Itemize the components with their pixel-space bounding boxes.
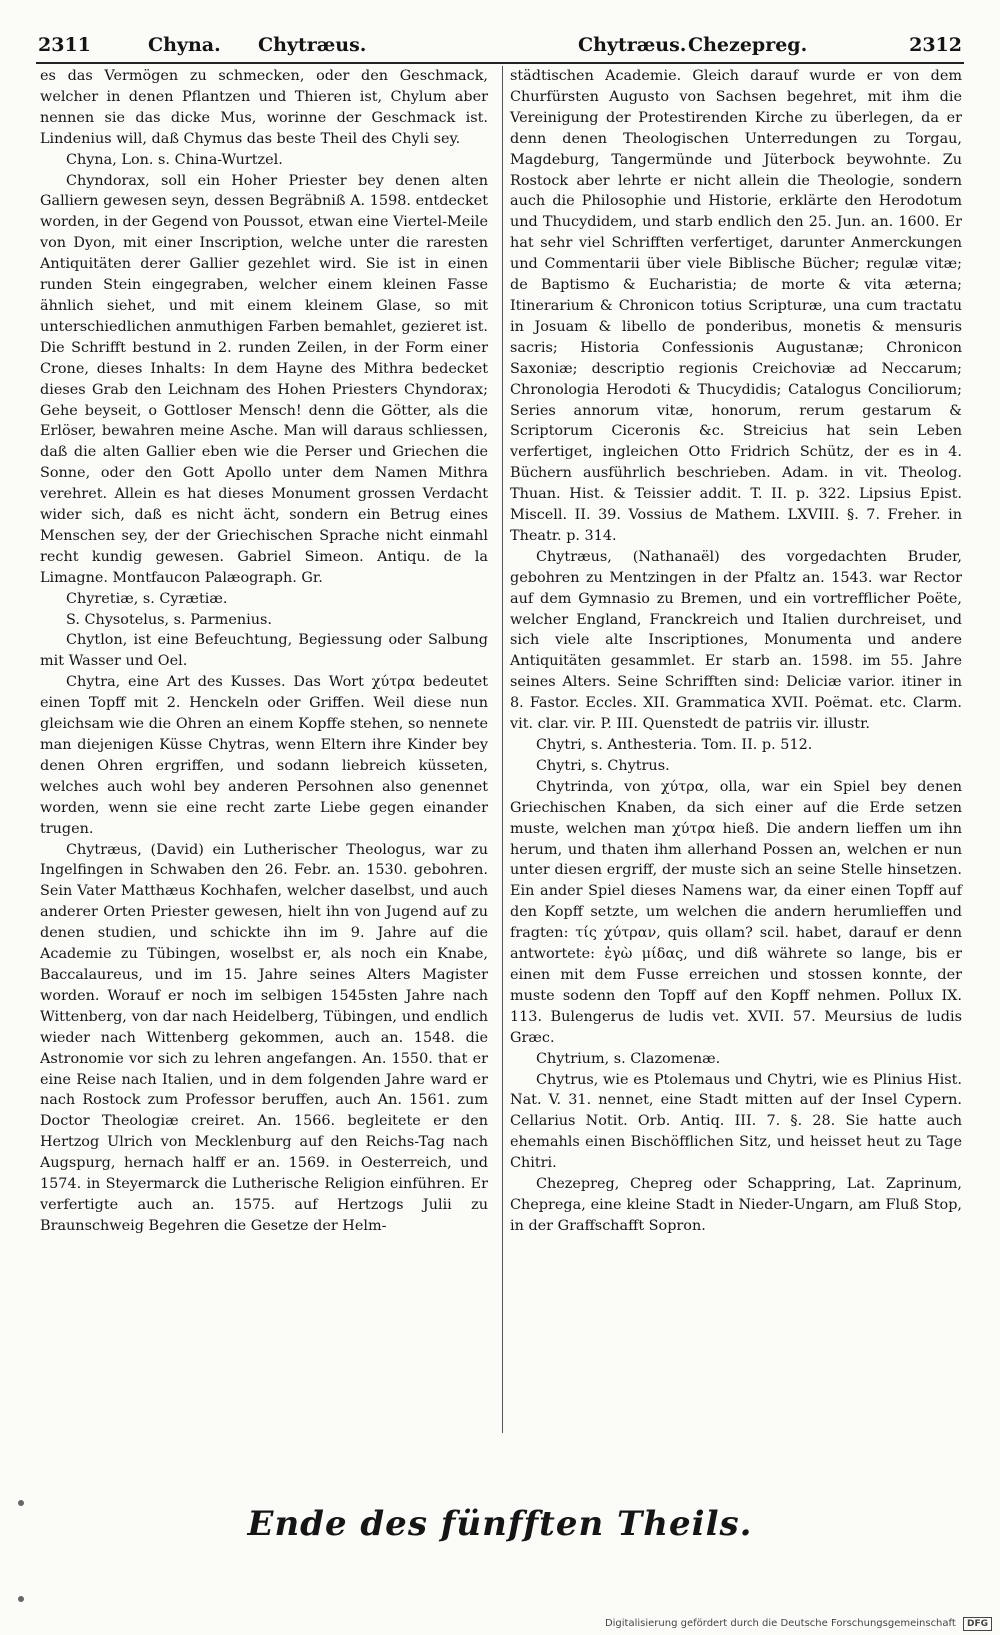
left-keyword-2: Chytræus. <box>258 34 367 56</box>
page-header <box>38 34 962 60</box>
column-divider <box>502 66 503 1433</box>
left-page-number: 2311 <box>38 34 91 56</box>
digitization-text: Digitalisierung gefördert durch die Deutsche Forschungsgemeinschaft <box>604 1618 956 1629</box>
binding-hole-mark <box>18 1500 24 1506</box>
left-column <box>40 66 488 1237</box>
entry-chyndorax: Chyndorax, soll ein Hoher Priester bey denen alten Galliern gewesen seyn, dessen Begräbniß A. 1598. entdecket worden, in der Gegend von Poussot, etwan eine Viertel-Meile von Dyon, mit einer Inscription, welche unter die raresten Antiquitäten derer Gallier gezehlet wird. Sie ist in einen runden Stein eingegraben, welcher einem kleinen Fasse ähnlich siehet, und mit einem kleinem Glase, so mit unterschiedlichen anmuthigen Farben bemahlet, gezieret ist. Die Schrifft bestund in 2. runden Zeilen, in der Form einer Crone, dieses Inhalts: In dem Hayne des Mithra bedecket dieses Grab den Leichnam des Hohen Priesters Chyndorax; Gehe beyseit, o Gottloser Mensch! denn die Götter, als die Erlöser, bewahren meine Asche. Man will daraus schliessen, daß die alten Gallier eben wie die Perser und Griechen die Sonne, oder den Gott Apollo unter dem Namen Mithra verehret. Allein es hat dieses Monument grossen Verdacht wider sich, daß es nicht ächt, sondern ein Betrug eines Menschen sey, der der Griechischen Sprache nicht einmahl recht kundig gewesen. Gabriel Simeon. Antiqu. de la Limagne. Montfaucon Palæograph. Gr. <box>40 172 488 586</box>
entry-chyna: Chyna, Lon. s. China-Wurtzel. <box>66 151 283 168</box>
right-page-number: 2312 <box>909 34 962 56</box>
entry-chezepreg: Chezepreg, Chepreg oder Schappring, Lat. Zaprinum, Cheprega, eine kleine Stadt in Nieder-Ungarn, am Fluß Stop, in der Graffschafft Sopron. <box>510 1176 962 1234</box>
entry-chytrium: Chytrium, s. Clazomenæ. <box>536 1050 721 1067</box>
entry-chymus-continued: es das Vermögen zu schmecken, oder den Geschmack, welcher in denen Pflantzen und Thieren ist, Chylum aber nennen sie das dicke Mus, worinne der Geschmack ist. Lindenius will, daß Chymus das beste Theil des Chyli sey. <box>40 68 488 147</box>
dfg-logo: DFG <box>963 1617 992 1631</box>
entry-chysotelus: S. Chysotelus, s. Parmenius. <box>66 611 272 628</box>
entry-chytraeus-david-continued: städtischen Academie. Gleich darauf wurde er von dem Churfürsten Augusto von Sachsen begehret, mit ihm die Vereinigung der Protestirenden Kirche zu überlegen, da er denn denen Theologischen Unterredungen zu Torgau, Magdeburg, Tangermünde und Jüterbock beywohnte. Zu Rostock aber lehrte er nicht allein die Theologie, sondern auch die Philosophie und Historie, erklärte den Herodotum und Thucydidem, und starb endlich den 25. Jun. an. 1600. Er hat sehr viel Schrifften verfertiget, darunter Anmerckungen und Commentarii über viele Biblische Bücher; regulæ vitæ; de Baptismo & Eucharistia; de morte & vita æterna; Itinerarium & Chronicon totius Scripturæ, una cum tractatu in Josuam & libello de ponderibus, monetis & mensuris sacris; Historia Confessionis Augustanæ; Chronicon Saxoniæ; descriptio regionis Creichoviæ ad Neccarum; Chronologia Herodoti & Thucydidis; Catalogus Conciliorum; Series annorum vitæ, honorum, rerum gestarum & Scriptorum Ciceronis &c. Streicius hat sein Leben verfertiget, ingleichen Otto Fridrich Schütz, der es in 4. Büchern ausführlich beschrieben. Adam. in vit. Theolog. Thuan. Hist. & Teissier addit. T. II. p. 322. Lipsius Epist. Miscell. II. 39. Vossius de Mathem. LXVIII. §. 7. Freher. in Theatr. p. 314. <box>510 68 962 544</box>
digitization-notice <box>605 1617 992 1631</box>
entry-chyretiae: Chyretiæ, s. Cyrætiæ. <box>66 590 228 607</box>
header-rule <box>36 62 964 64</box>
right-keyword-2: Chezepreg. <box>688 34 808 56</box>
entry-chytlon: Chytlon, ist eine Befeuchtung, Begiessung oder Salbung mit Wasser und Oel. <box>40 632 488 670</box>
entry-chytraeus-david: Chytræus, (David) ein Lutherischer Theologus, war zu Ingelfingen in Schwaben den 26. Febr. an. 1530. gebohren. Sein Vater Matthæus Kochhafen, welcher daselbst, und auch anderer Orten Priester gewesen, hielt ihn von Jugend auf zu denen studien, und schickte ihn im 9. Jahre auf die Academie zu Tübingen, woselbst er, als noch ein Knabe, Baccalaureus, und im 15. Jahre seines Alters Magister worden. Worauf er noch im selbigen 1545sten Jahre nach Wittenberg, von dar nach Heidelberg, Tübingen, und endlich wieder nach Wittenberg gekommen, auch an. 1548. die Astronomie vor sich zu lehren angefangen. An. 1550. that er eine Reise nach Italien, und in dem folgenden Jahre ward er nach Rostock zum Professor beruffen, auch An. 1561. zum Doctor Theologiæ creiret. An. 1566. begleitete er den Hertzog Ulrich von Mecklenburg auf den Reichs-Tag nach Augspurg, hernach halff er an. 1569. in Oesterreich, und 1574. in Steyermarck die Lutherische Religion einführen. Er verfertigte auch an. 1575. auf Hertzogs Julii zu Braunschweig Begehren die Gesetze der Helm- <box>40 841 488 1234</box>
entry-chytri-anthesteria: Chytri, s. Anthesteria. Tom. II. p. 512. <box>536 737 813 753</box>
left-keyword-1: Chyna. <box>148 34 221 56</box>
binding-hole-mark <box>18 1596 24 1602</box>
entry-chytrus: Chytrus, wie es Ptolemaus und Chytri, wie es Plinius Hist. Nat. V. 31. nennet, eine Stadt mitten auf der Insel Cypern. Cellarius Notit. Orb. Antiq. III. 7. §. 28. Sie hatte auch ehemahls einen Bischöfflichen Sitz, und heisset heut zu Tage Chitri. <box>510 1071 962 1172</box>
entry-chytraeus-nathanael: Chytræus, (Nathanaël) des vorgedachten Bruder, gebohren zu Mentzingen in der Pfaltz an. 1543. war Rector auf dem Gymnasio zu Bremen, und ein vortrefflicher Poëte, welcher England, Franckreich und Italien durchreiset, und sich viele alte Inscriptiones, Monumenta und andere Antiquitäten gesammlet. Er starb an. 1598. im 55. Jahre seines Alters. Seine Schrifften sind: Deliciæ varior. itiner in 8. Fastor. Eccles. XII. Grammatica XVII. Poëmat. etc. Clarm. vit. clar. vir. P. III. Quenstedt de patriis vir. illustr. <box>510 548 962 733</box>
entry-chytra: Chytra, eine Art des Kusses. Das Wort χύτρα bedeutet einen Topff mit 2. Henckeln oder Griffen. Weil diese nun gleichsam wie die Ohren an einem Kopffe stehen, so nennete man diejenigen Küsse Chytras, wenn Eltern ihre Kinder bey denen Ohren ergriffen, und sodann liebreich küsseten, welches auch wohl bey anderen Persohnen also genennet worden, wenn sie eine recht zarte Liebe gegen einander trugen. <box>40 674 488 837</box>
entry-chytri-chytrus: Chytri, s. Chytrus. <box>536 757 670 774</box>
entry-chytrinda: Chytrinda, von χύτρα, olla, war ein Spiel bey denen Griechischen Knaben, da sich einer auf die Erde setzen muste, welchen man χύτρα hieß. Die andern lieffen um ihn herum, und thaten ihm allerhand Possen an, welchen er nun unter diesen ergriff, der muste sich an seine Stelle hinsetzen. Ein ander Spiel dieses Namens war, da einer einen Topff auf den Kopff setzte, um welchen die andern herumlieffen und fragten: τίς χύτραν, quis ollam? scil. habet, darauf er denn antwortete: ἐγὼ μίδας, und diß währete so lange, bis er einen mit dem Fusse erreichen und stossen konnte, der muste sodenn den Topff auf den Kopff nehmen. Pollux IX. 113. Bulengerus de ludis vet. XVII. 57. Meursius de ludis Græc. <box>510 778 962 1046</box>
end-of-volume-title: Ende des fünfften Theils. <box>247 1504 753 1544</box>
right-keyword-1: Chytræus. <box>578 34 687 56</box>
right-column <box>510 66 962 1237</box>
